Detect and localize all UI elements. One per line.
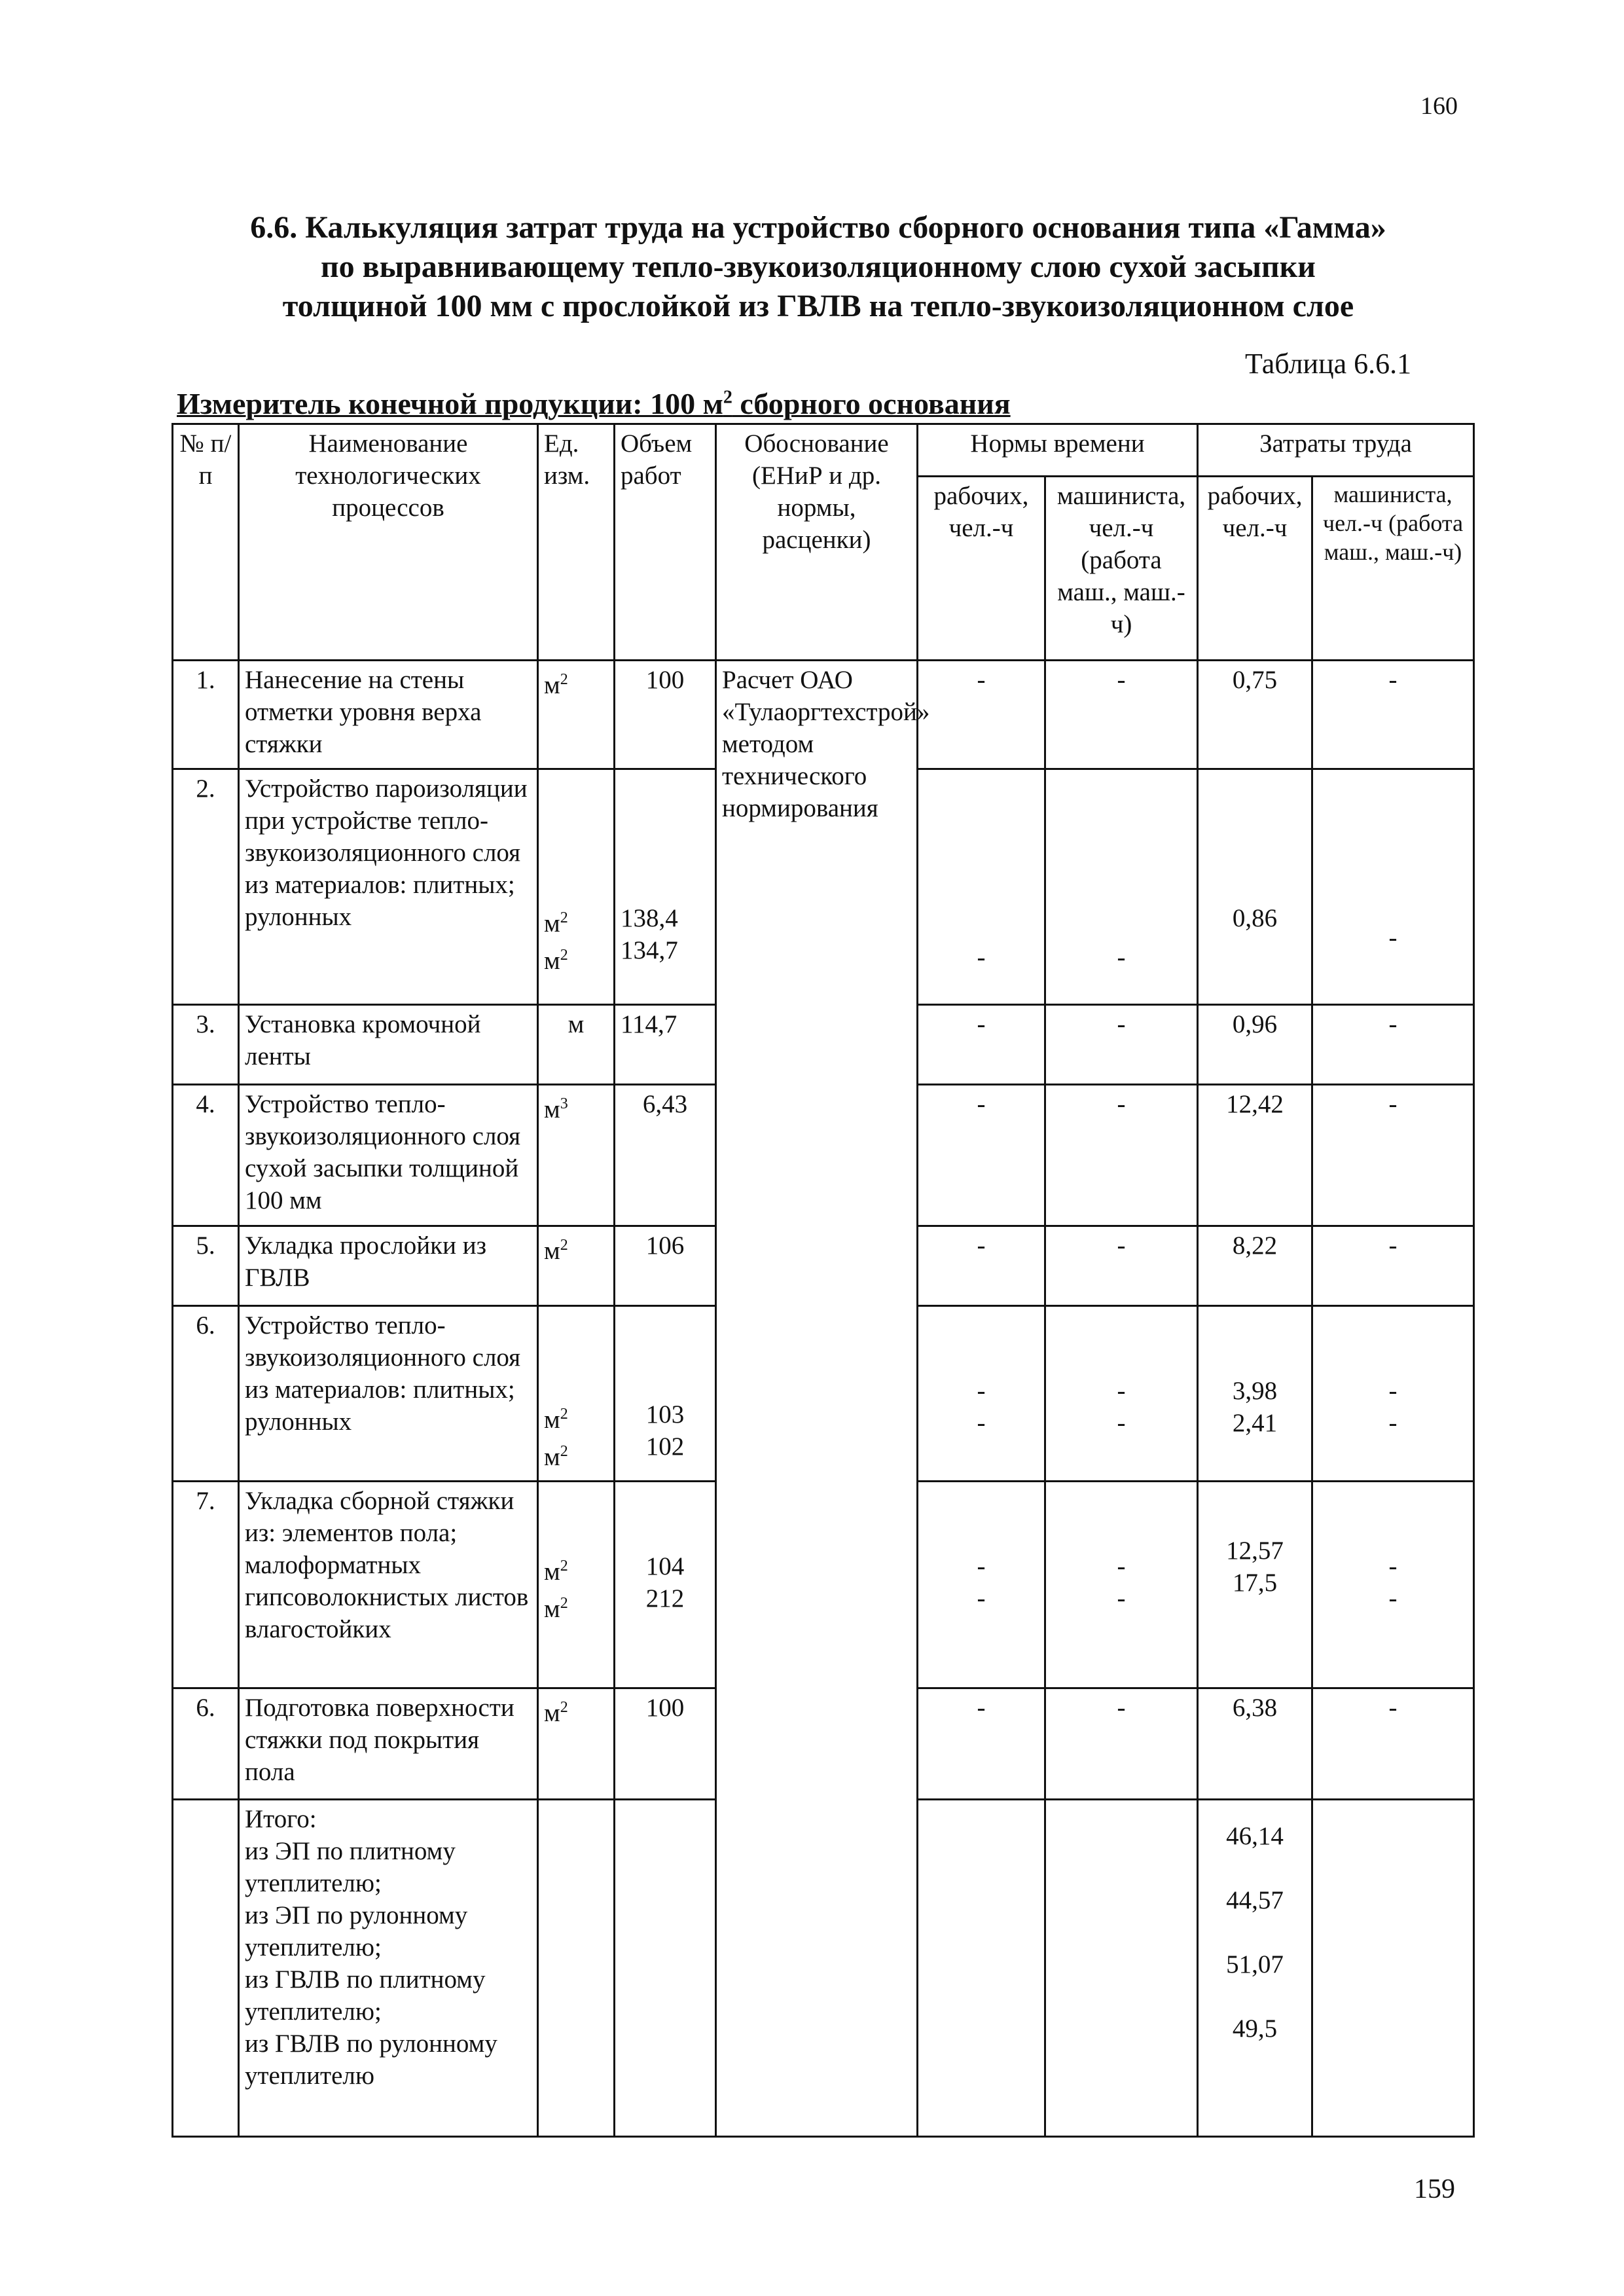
row-norm-machinists: - xyxy=(1045,661,1198,769)
row-num: 5. xyxy=(173,1226,239,1306)
row-unit: $м^2$ $м^2$ xyxy=(538,1482,615,1688)
row-norm-machinists: - xyxy=(1045,1085,1198,1226)
page-number-top: 160 xyxy=(1420,92,1458,120)
row-unit: $м^2$ $м^2$ xyxy=(538,1306,615,1482)
row-name: Подготовка поверхности стяжки под покрытия пола xyxy=(239,1688,538,1800)
row-volume: 106 xyxy=(615,1226,716,1306)
row-norm-workers: - - xyxy=(918,1306,1045,1482)
row-volume: 103 102 xyxy=(615,1306,716,1482)
row-name: Нанесение на стены отметки уровня верха стяжки xyxy=(239,661,538,769)
row-cost-workers: 0,96 xyxy=(1198,1005,1312,1085)
row-cost-workers: 6,38 xyxy=(1198,1688,1312,1800)
row-name: Устройство тепло-звукоизоляционного слоя сухой засыпки толщиной 100 мм xyxy=(239,1085,538,1226)
header-volume: Объем работ xyxy=(615,424,716,661)
measure-sup: 2 xyxy=(723,387,732,408)
row-volume: 100 xyxy=(615,1688,716,1800)
labor-cost-table xyxy=(171,423,1475,2138)
row-norm-machinists: - xyxy=(1045,1226,1198,1306)
table-row xyxy=(173,661,1474,769)
measure-caption xyxy=(177,386,1011,421)
row-norm-workers: - xyxy=(918,1085,1045,1226)
row-cost-workers: 12,42 xyxy=(1198,1085,1312,1226)
row-unit: м xyxy=(538,1005,615,1085)
row-num: 6. xyxy=(173,1306,239,1482)
row-norm-workers: - xyxy=(918,1226,1045,1306)
page-number-bottom: 159 xyxy=(1414,2174,1455,2204)
totals-labels: Итого: из ЭП по плитному утеплителю; из ЭП по рулонному утеплителю; из ГВЛВ по плитному утеплителю; из ГВЛВ по рулонному утеплителю xyxy=(239,1800,538,2137)
row-norm-machinists: - - xyxy=(1045,1306,1198,1482)
row-volume: 138,4 134,7 xyxy=(615,769,716,1005)
measure-suffix: сборного основания xyxy=(732,387,1011,420)
row-norm-machinists: - xyxy=(1045,769,1198,1005)
row-cost-machinists: - xyxy=(1312,1005,1474,1085)
row-cost-machinists: - xyxy=(1312,1688,1474,1800)
row-cost-workers: 12,57 17,5 xyxy=(1198,1482,1312,1688)
row-unit: $м^3$ xyxy=(538,1085,615,1226)
row-norm-machinists: - xyxy=(1045,1688,1198,1800)
row-unit: $м^2$ $м^2$ xyxy=(538,769,615,1005)
row-name: Установка кромочной ленты xyxy=(239,1005,538,1085)
row-cost-machinists: - xyxy=(1312,1085,1474,1226)
row-norm-machinists: - - xyxy=(1045,1482,1198,1688)
header-name: Наименование технологических процессов xyxy=(239,424,538,661)
row-volume: 100 xyxy=(615,661,716,769)
header-costs-workers: рабочих, чел.-ч xyxy=(1198,477,1312,661)
totals-num xyxy=(173,1800,239,2137)
row-num: 3. xyxy=(173,1005,239,1085)
totals-unit xyxy=(538,1800,615,2137)
header-num: № п/п xyxy=(173,424,239,661)
row-cost-machinists: - xyxy=(1312,769,1474,1005)
row-cost-workers: 3,98 2,41 xyxy=(1198,1306,1312,1482)
row-volume: 6,43 xyxy=(615,1085,716,1226)
row-cost-workers: 0,75 xyxy=(1198,661,1312,769)
header-costs-machinists: машиниста, чел.-ч (работа маш., маш.-ч) xyxy=(1312,477,1474,661)
row-num: 6. xyxy=(173,1688,239,1800)
header-norms: Нормы времени xyxy=(918,424,1198,477)
row-norm-workers: - xyxy=(918,1005,1045,1085)
header-costs: Затраты труда xyxy=(1198,424,1474,477)
totals-volume xyxy=(615,1800,716,2137)
row-name: Укладка сборной стяжки из: элементов пола; малоформатных гипсоволокнистых листов влагостойких xyxy=(239,1482,538,1688)
header-norms-machinists: машиниста, чел.-ч (работа маш., маш.-ч) xyxy=(1045,477,1198,661)
title-line-1: 6.6. Калькуляция затрат труда на устройство сборного основания типа «Гамма» xyxy=(250,210,1386,245)
row-volume: 104 212 xyxy=(615,1482,716,1688)
row-norm-machinists: - xyxy=(1045,1005,1198,1085)
row-cost-workers: 0,86 xyxy=(1198,769,1312,1005)
row-cost-workers: 8,22 xyxy=(1198,1226,1312,1306)
row-unit: $м^2$ xyxy=(538,1688,615,1800)
measure-prefix: Измеритель конечной продукции: 100 м xyxy=(177,387,723,420)
header-norms-workers: рабочих, чел.-ч xyxy=(918,477,1045,661)
row-unit: $м^2$ xyxy=(538,661,615,769)
basis-cell: Расчет ОАО «Тулаоргтехстрой» методом технического нормирования xyxy=(716,661,918,2137)
totals-cost-machinists xyxy=(1312,1800,1474,2137)
row-num: 4. xyxy=(173,1085,239,1226)
row-name: Устройство тепло-звукоизоляционного слоя из материалов: плитных; рулонных xyxy=(239,1306,538,1482)
row-volume: 114,7 xyxy=(615,1005,716,1085)
row-name: Устройство пароизоляции при устройстве тепло-звукоизоляционного слоя из материалов: плитных; рулонных xyxy=(239,769,538,1005)
table-caption: Таблица 6.6.1 xyxy=(1245,348,1412,380)
totals-cost-workers: 46,14 44,57 51,07 49,5 xyxy=(1198,1800,1312,2137)
title-line-3: толщиной 100 мм с прослойкой из ГВЛВ на тепло-звукоизоляционном слое xyxy=(282,289,1354,323)
header-row-1 xyxy=(173,424,1474,477)
totals-norm-workers xyxy=(918,1800,1045,2137)
document-title xyxy=(131,208,1506,326)
row-unit: $м^2$ xyxy=(538,1226,615,1306)
row-norm-workers: - xyxy=(918,661,1045,769)
row-norm-workers: - xyxy=(918,769,1045,1005)
row-cost-machinists: - xyxy=(1312,1226,1474,1306)
header-unit: Ед. изм. xyxy=(538,424,615,661)
row-norm-workers: - - xyxy=(918,1482,1045,1688)
row-cost-machinists: - - xyxy=(1312,1306,1474,1482)
row-cost-machinists: - - xyxy=(1312,1482,1474,1688)
row-num: 7. xyxy=(173,1482,239,1688)
header-basis: Обоснование (ЕНиР и др. нормы, расценки) xyxy=(716,424,918,661)
row-norm-workers: - xyxy=(918,1688,1045,1800)
row-num: 1. xyxy=(173,661,239,769)
title-line-2: по выравнивающему тепло-звукоизоляционному слою сухой засыпки xyxy=(321,249,1316,284)
row-name: Укладка прослойки из ГВЛВ xyxy=(239,1226,538,1306)
row-cost-machinists: - xyxy=(1312,661,1474,769)
totals-norm-machinists xyxy=(1045,1800,1198,2137)
row-num: 2. xyxy=(173,769,239,1005)
